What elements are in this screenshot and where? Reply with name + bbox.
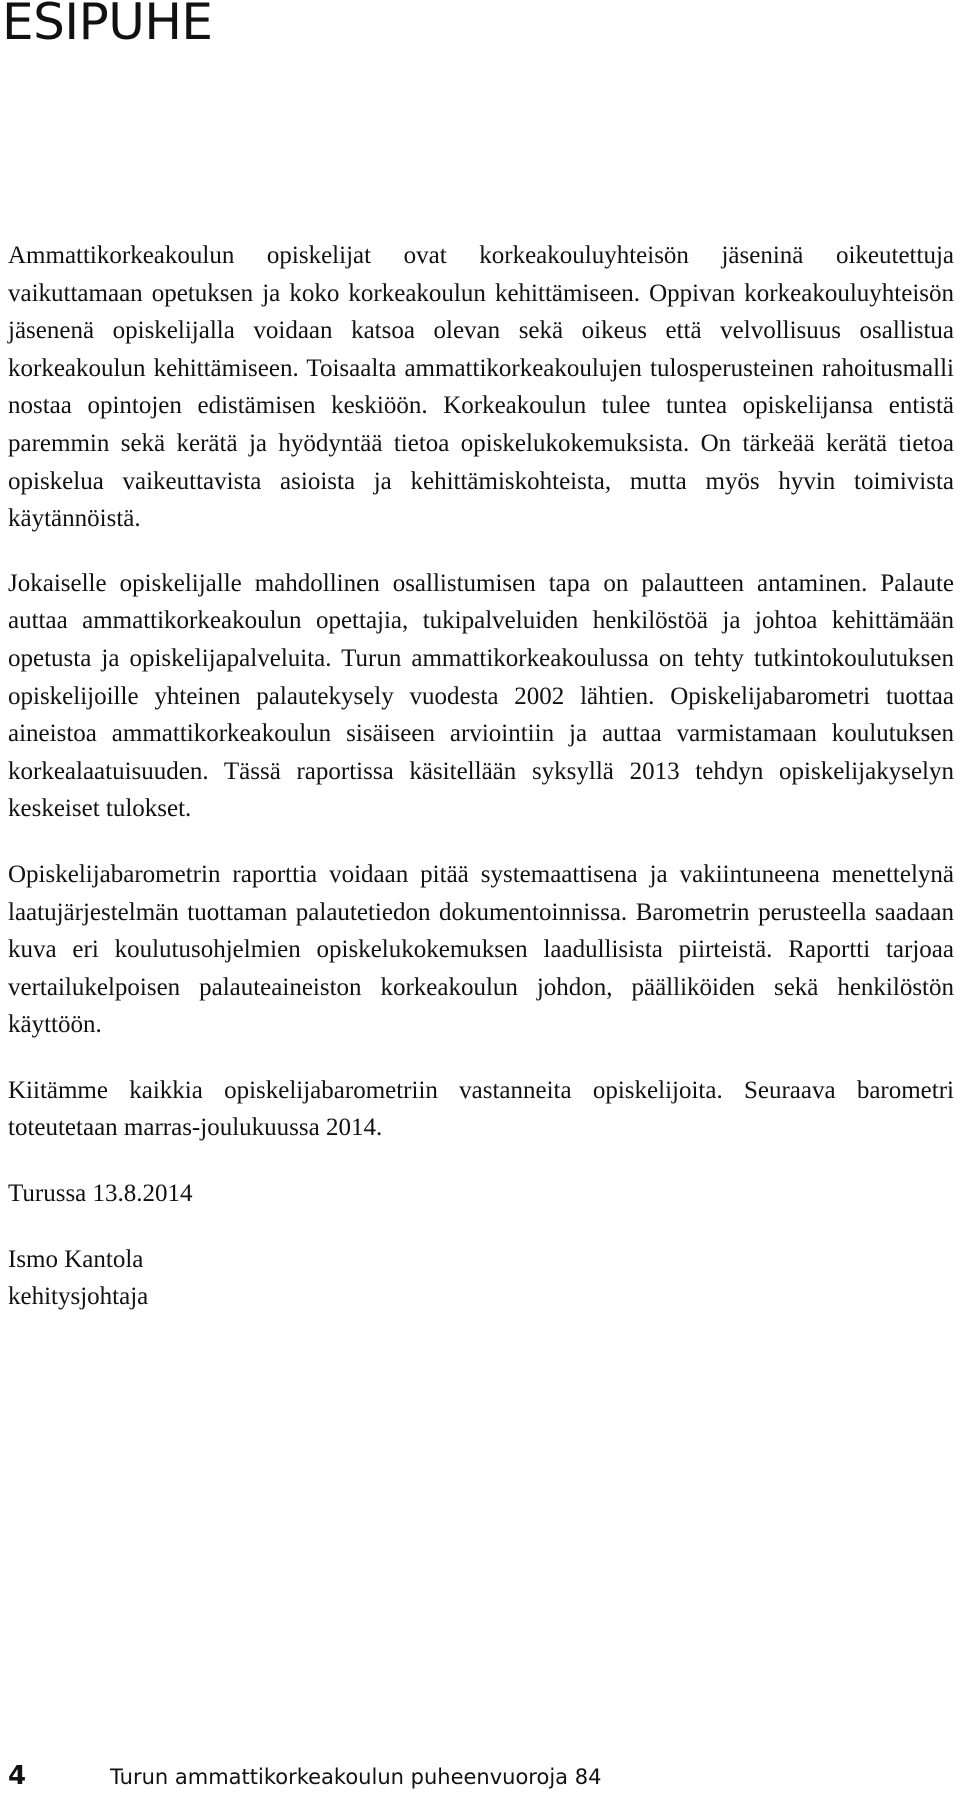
foreword-body — [8, 237, 954, 1316]
paragraph-4: Kiitämme kaikkia opiskelijabarometriin vastanneita opiskelijoita. Seuraava barometri toteutetaan marras-joulukuussa 2014. — [8, 1076, 954, 1142]
place-and-date: Turussa 13.8.2014 — [8, 1180, 193, 1208]
page-number: 4 — [8, 1761, 27, 1791]
paragraph-3: Opiskelijabarometrin raporttia voidaan pitää systemaattisena ja vakiintuneena menettelynä laatujärjestelmän tuottaman palautetiedon dokumentoinnissa. Barometrin perusteella saadaan kuva eri koulutusohjelmien opiskelukokemuksen laadullisista piirteistä. Raportti tarjoaa vertailukelpoisen palauteaineiston korkeakoulun johdon, päälliköiden sekä henkilöstön käyttöön. — [8, 860, 954, 1039]
paragraph-1: Ammattikorkeakoulun opiskelijat ovat korkeakouluyhteisön jäseninä oikeutettuja vaikuttamaan opetuksen ja koko korkeakoulun kehittämiseen. Oppivan korkeakouluyhteisön jäsenenä opiskelijalla voidaan katsoa olevan sekä oikeus että velvollisuus osallistua korkeakoulun kehittämiseen. Toisaalta ammattikorkeakoulujen tulosperusteinen rahoitusmalli nostaa opintojen edistämisen keskiöön. Korkeakoulun tulee tuntea opiskelijansa entistä paremmin sekä kerätä ja hyödyntää tietoa opiskelukokemuksista. On tärkeää kerätä tietoa opiskelua vaikeuttavista asioista ja kehittämiskohteista, mutta myös hyvin toimivista käytännöistä. — [8, 242, 954, 533]
page-footer — [0, 1760, 960, 1796]
page-heading: ESIPUHE — [2, 0, 213, 51]
signer-name: Ismo Kantola — [8, 1245, 144, 1273]
paragraph-2: Jokaiselle opiskelijalle mahdollinen osallistumisen tapa on palautteen antaminen. Palaute auttaa ammattikorkeakoulun opettajia, tukipalveluiden henkilöstöä ja johtoa kehittämään opetusta ja opiskelijapalveluita. Turun ammattikorkeakoulussa on tehty tutkintokoulutuksen opiskelijoille yhteinen palautekysely vuodesta 2002 lähtien. Opiskelijabarometri tuottaa aineistoa ammattikorkeakoulun sisäiseen arviointiin ja auttaa varmistamaan koulutuksen korkealaatuisuuden. Tässä raportissa käsitellään syksyllä 2013 tehdyn opiskelijakyselyn keskeiset tulokset. — [8, 569, 954, 823]
signer-title: kehitysjohtaja — [8, 1283, 149, 1311]
series-title: Turun ammattikorkeakoulun puheenvuoroja 84 — [110, 1765, 602, 1789]
